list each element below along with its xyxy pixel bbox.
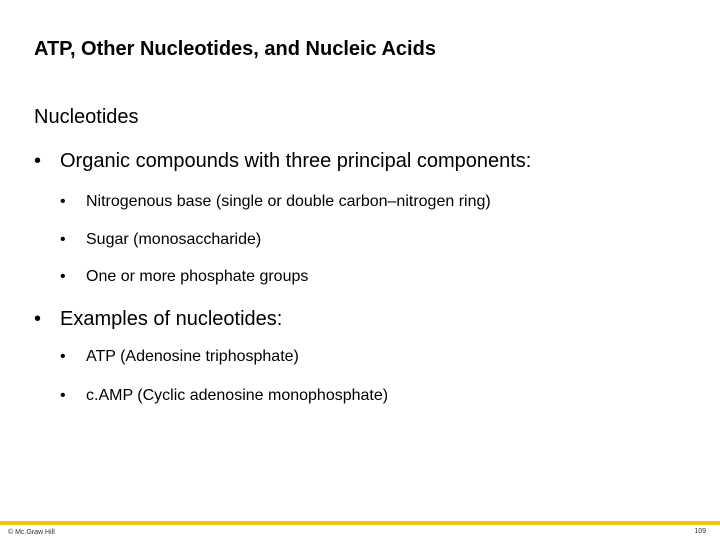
page-number: 109 (694, 528, 706, 535)
bullet-item (34, 308, 282, 331)
subbullet-text: Nitrogenous base (single or double carbon–nitrogen ring) (86, 193, 491, 210)
bullet-item (34, 150, 531, 173)
slide-title: ATP, Other Nucleotides, and Nucleic Acids (34, 38, 436, 60)
subbullet-item (60, 231, 261, 249)
subbullet-item (60, 193, 491, 211)
section-subtitle: Nucleotides (34, 106, 139, 128)
subbullet-text: ATP (Adenosine triphosphate) (86, 348, 299, 365)
bullet-marker: • (60, 268, 66, 285)
bullet-text: Examples of nucleotides: (60, 308, 283, 330)
bullet-marker: • (60, 193, 66, 210)
bullet-marker: • (60, 348, 66, 365)
bullet-marker: • (60, 231, 66, 248)
bullet-marker: • (60, 387, 66, 404)
copyright-text: © Mc.Graw Hill (8, 529, 55, 536)
bullet-text: Organic compounds with three principal components: (60, 150, 532, 172)
bullet-marker: • (34, 308, 42, 330)
subbullet-item (60, 387, 388, 405)
subbullet-item (60, 348, 299, 366)
bullet-marker: • (34, 150, 42, 172)
subbullet-item (60, 268, 308, 286)
subbullet-text: c.AMP (Cyclic adenosine monophosphate) (86, 387, 389, 404)
footer-accent-bar (0, 521, 720, 525)
subbullet-text: One or more phosphate groups (86, 268, 309, 285)
subbullet-text: Sugar (monosaccharide) (86, 231, 262, 248)
